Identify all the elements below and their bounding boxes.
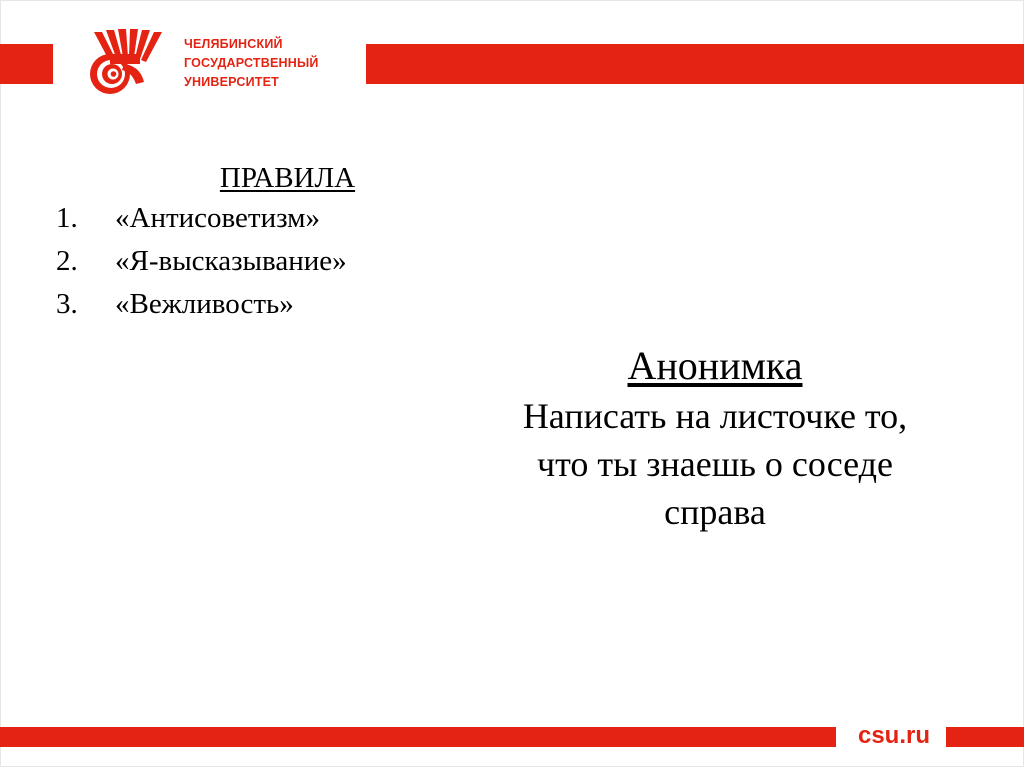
rule-number: 3.	[56, 288, 78, 320]
task-line: что ты знаешь о соседе	[537, 444, 893, 484]
rules-title: ПРАВИЛА	[219, 162, 356, 194]
university-name-line: УНИВЕРСИТЕТ	[184, 75, 279, 89]
rules-list	[56, 197, 347, 326]
footer-bar-left	[0, 727, 836, 747]
rule-item	[56, 283, 347, 326]
rule-item	[56, 240, 347, 283]
task-line: справа	[664, 492, 766, 532]
task-block	[480, 340, 950, 536]
university-name	[184, 35, 354, 92]
university-name-line: ГОСУДАРСТВЕННЫЙ	[184, 56, 319, 70]
university-name-line: ЧЕЛЯБИНСКИЙ	[184, 37, 283, 51]
rule-text: «Я-высказывание»	[115, 245, 347, 277]
rule-item	[56, 197, 347, 240]
rule-text: «Антисоветизм»	[115, 202, 321, 234]
rule-text: «Вежливость»	[115, 288, 294, 320]
rule-number: 1.	[56, 202, 78, 234]
header-bar-left	[0, 44, 53, 84]
footer-bar-right	[946, 727, 1024, 747]
rule-number: 2.	[56, 245, 78, 277]
task-title: Анонимка	[627, 343, 803, 388]
site-url: csu.ru	[857, 722, 931, 749]
task-line: Написать на листочке то,	[522, 396, 908, 436]
csu-logo-icon	[80, 26, 170, 98]
header-bar-right	[366, 44, 1024, 84]
